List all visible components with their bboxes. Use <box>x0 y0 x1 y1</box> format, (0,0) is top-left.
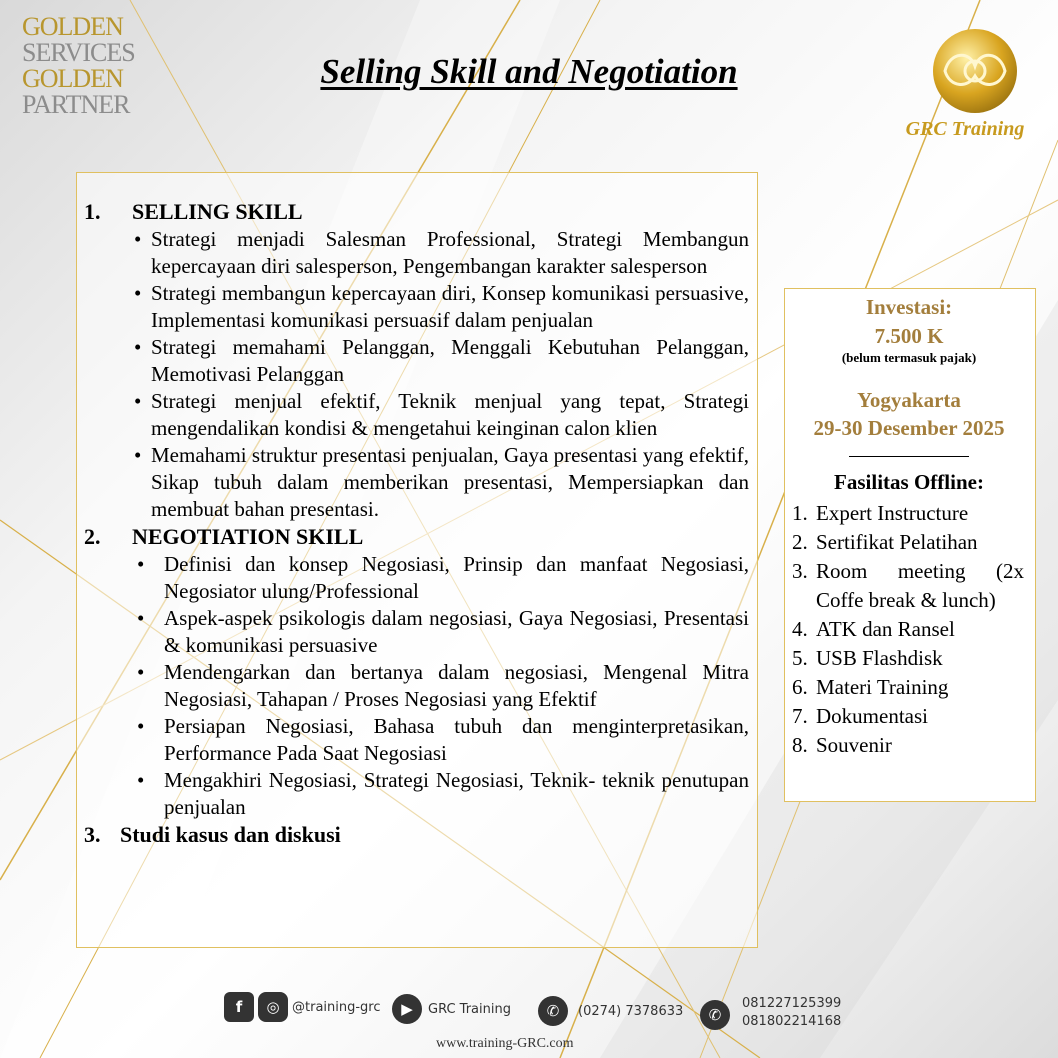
list-item <box>84 659 749 713</box>
facility-item <box>792 702 1024 731</box>
facility-text: Dokumentasi <box>816 704 928 728</box>
brand-line: SERVICES <box>22 38 135 67</box>
contact-footer <box>220 990 860 1050</box>
social-handle[interactable]: @training-grc <box>292 1000 381 1015</box>
list-item <box>84 334 749 388</box>
bullet-icon: • <box>134 443 142 467</box>
list-item-text: Aspek-aspek psikologis dalam negosiasi, Gaya Negosiasi, Presentasi & komunikasi persuasive <box>164 606 749 657</box>
facility-text: Sertifikat Pelatihan <box>816 530 978 554</box>
logo-text: GRC Training <box>905 118 1025 140</box>
facility-text: Souvenir <box>816 733 892 757</box>
facility-item <box>792 499 1024 528</box>
section-title: NEGOTIATION SKILL <box>132 524 364 549</box>
whatsapp-number-1[interactable]: 081227125399 <box>742 996 842 1011</box>
list-item <box>84 767 749 821</box>
facilities-list <box>784 499 1034 760</box>
list-item-text: Mengakhiri Negosiasi, Strategi Negosiasi, Teknik- teknik penutupan penjualan <box>164 768 749 819</box>
facility-text: ATK dan Ransel <box>816 617 955 641</box>
facility-item <box>792 528 1024 557</box>
event-date: 29-30 Desember 2025 <box>813 416 1005 440</box>
list-item-text: Strategi memahami Pelanggan, Menggali Kebutuhan Pelanggan, Memotivasi Pelanggan <box>151 335 749 386</box>
list-item <box>84 226 749 280</box>
phone-number[interactable]: (0274) 7378633 <box>578 1004 684 1019</box>
facility-number: 7. <box>792 704 808 728</box>
section-number: 3. <box>84 822 101 847</box>
brand-line: GOLDEN <box>22 12 123 41</box>
section-title: Studi kasus dan diskusi <box>120 822 341 847</box>
website-link[interactable]: www.training-GRC.com <box>436 1036 574 1051</box>
section-number: 1. <box>84 199 101 224</box>
facility-number: 2. <box>792 530 808 554</box>
facility-text: Expert Instructure <box>816 501 969 525</box>
list-item-text: Strategi menjual efektif, Teknik menjual yang tepat, Strategi mengendalikan kondisi & mengetahui keinginan calon klien <box>151 389 749 440</box>
section-negotiation-skill <box>84 523 749 821</box>
list-item <box>84 442 749 523</box>
section-title: SELLING SKILL <box>132 199 303 224</box>
bullet-icon: • <box>134 335 142 359</box>
bullet-icon: • <box>134 389 142 413</box>
bullet-icon: • <box>134 281 142 305</box>
list-item-text: Memahami struktur presentasi penjualan, Gaya presentasi yang efektif, Sikap tubuh dalam memberikan presentasi, Mempersiapkan dan membuat bahan presentasi. <box>151 443 749 521</box>
list-item-text: Definisi dan konsep Negosiasi, Prinsip dan manfaat Negosiasi, Negosiator ulung/Professional <box>164 552 749 603</box>
facility-text: USB Flashdisk <box>816 646 943 670</box>
facility-number: 5. <box>792 646 808 670</box>
bullet-icon: • <box>137 660 145 684</box>
section-case-study <box>84 821 749 849</box>
facility-text: Room meeting (2x Coffe break & lunch) <box>816 559 1024 612</box>
list-item <box>84 388 749 442</box>
section-selling-skill <box>84 198 749 523</box>
list-item <box>84 551 749 605</box>
instagram-icon[interactable]: ◎ <box>258 992 288 1022</box>
facility-number: 4. <box>792 617 808 641</box>
facility-number: 6. <box>792 675 808 699</box>
facility-item <box>792 673 1024 702</box>
bullet-icon: • <box>137 768 145 792</box>
info-content <box>784 292 1034 760</box>
whatsapp-number-2[interactable]: 081802214168 <box>742 1014 842 1029</box>
facility-number: 8. <box>792 733 808 757</box>
page-title-text: Selling Skill and Negotiation <box>320 52 738 91</box>
youtube-channel[interactable]: GRC Training <box>428 1002 511 1017</box>
facility-number: 1. <box>792 501 808 525</box>
section-heading <box>84 523 749 551</box>
facilities-title: Fasilitas Offline: <box>834 470 984 494</box>
facility-number: 3. <box>792 559 808 583</box>
investment-label: Investasi: <box>865 295 953 319</box>
phone-icon[interactable]: ✆ <box>538 996 568 1026</box>
list-item-text: Persiapan Negosiasi, Bahasa tubuh dan menginterpretasikan, Performance Pada Saat Negosiasi <box>164 714 749 765</box>
youtube-icon[interactable]: ▶ <box>392 994 422 1024</box>
facility-item <box>792 644 1024 673</box>
bullet-icon: • <box>134 227 142 251</box>
list-item <box>84 713 749 767</box>
section-heading <box>84 198 749 226</box>
facility-text: Materi Training <box>816 675 949 699</box>
list-item-text: Mendengarkan dan bertanya dalam negosiasi, Mengenal Mitra Negosiasi, Tahapan / Proses Negosiasi yang Efektif <box>164 660 749 711</box>
brand-line: GOLDEN <box>22 64 123 93</box>
list-item-text: Strategi menjadi Salesman Professional, Strategi Membangun kepercayaan diri salesperson, Pengembangan karakter salesperson <box>151 227 749 278</box>
price: 7.500 K <box>874 324 944 348</box>
whatsapp-icon[interactable]: ✆ <box>700 1000 730 1030</box>
facebook-icon[interactable]: f <box>224 992 254 1022</box>
tax-note: (belum termasuk pajak) <box>841 350 977 365</box>
bullet-icon: • <box>137 552 145 576</box>
section-number: 2. <box>84 524 101 549</box>
brand-line: PARTNER <box>22 90 130 119</box>
bullet-icon: • <box>137 606 145 630</box>
facility-item <box>792 557 1024 615</box>
facility-item <box>792 731 1024 760</box>
page-title <box>0 52 1058 92</box>
facility-item <box>792 615 1024 644</box>
grc-logo-icon <box>920 26 1030 116</box>
list-item-text: Strategi membangun kepercayaan diri, Konsep komunikasi persuasive, Implementasi komunikasi persuasif dalam penjualan <box>151 281 749 332</box>
bullet-icon: • <box>137 714 145 738</box>
city: Yogyakarta <box>857 388 961 412</box>
divider <box>849 442 969 457</box>
list-item <box>84 280 749 334</box>
list-item <box>84 605 749 659</box>
curriculum-content <box>84 198 749 849</box>
